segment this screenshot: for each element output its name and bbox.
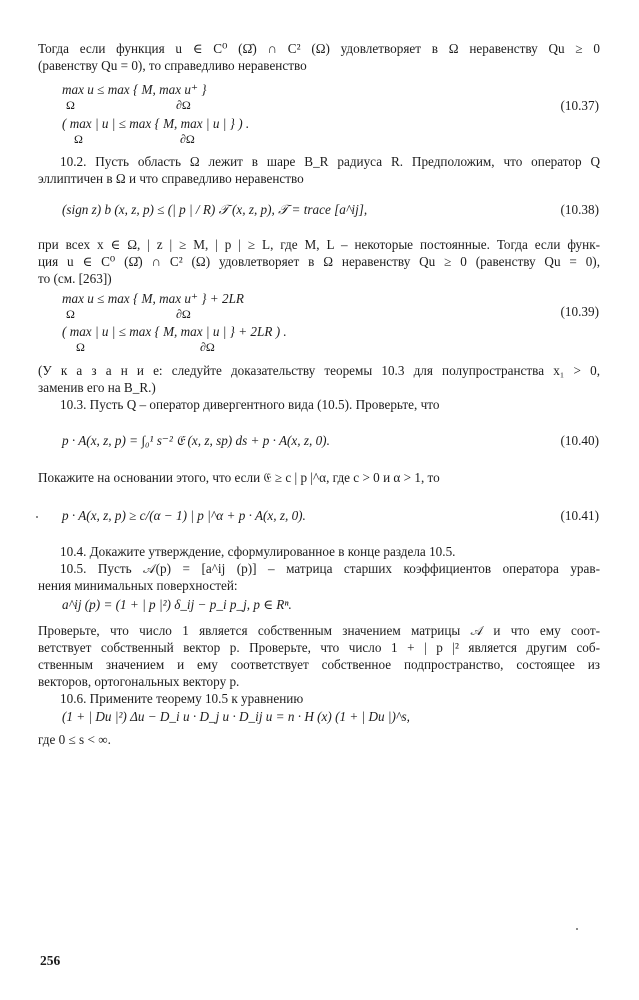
- equation-10-40: p · A(x, z, p) = ∫₀¹ s⁻² 𝔈 (x, z, sp) ds + p · A(x, z, 0).: [62, 433, 330, 448]
- equation-subscript: ∂Ω: [176, 98, 191, 112]
- text-line: то (см. [263]): [38, 271, 112, 286]
- text-line: Тогда если функция u ∈ C⁰ (Ω̄) ∩ C² (Ω) удовлетворяет в Ω неравенству Qu ≥ 0: [38, 41, 600, 56]
- equation-pde: (1 + | Du |²) Δu − D_i u · D_j u · D_ij u = n · H (x) (1 + | Du |)^s,: [62, 709, 410, 724]
- equation-number: (10.41): [560, 508, 599, 523]
- equation-10-39-line-2: ( max | u | ≤ max { M, max | u | } + 2LR ) .: [62, 324, 287, 339]
- equation-number: (10.40): [560, 433, 599, 448]
- equation-subscript: Ω: [76, 340, 85, 354]
- text-line: нения минимальных поверхностей:: [38, 578, 238, 593]
- equation-subscript: Ω: [74, 132, 83, 146]
- text-line: где 0 ≤ s < ∞.: [38, 732, 111, 747]
- text-line: ция u ∈ C⁰ (Ω̄) ∩ C² (Ω) удовлетворяет в Ω неравенству Qu ≥ 0 (равенству Qu = 0),: [38, 254, 600, 269]
- page-number: 256: [40, 953, 61, 968]
- text-line: 10.3. Пусть Q – оператор дивергентного вида (10.5). Проверьте, что: [60, 397, 440, 412]
- text-line: 10.2. Пусть область Ω лежит в шаре B_R радиуса R. Предположим, что оператор Q: [60, 154, 600, 169]
- text-line: (равенству Qu = 0), то справедливо неравенство: [38, 58, 307, 73]
- text-line: при всех x ∈ Ω, | z | ≥ M, | p | ≥ L, где M, L – некоторые постоянные. Тогда если функ-: [38, 237, 600, 252]
- equation-10-37-line-1: max u ≤ max { M, max u⁺ }: [62, 82, 207, 97]
- equation-subscript: ∂Ω: [176, 307, 191, 321]
- text-line: заменив его на B_R.): [38, 380, 156, 395]
- text-line: Покажите на основании этого, что если 𝔈 ≥ c | p |^α, где c > 0 и α > 1, то: [38, 470, 440, 485]
- equation-number: (10.39): [560, 304, 599, 319]
- equation-number: (10.38): [560, 202, 599, 217]
- equation-subscript: ∂Ω: [180, 132, 195, 146]
- equation-10-39-line-1: max u ≤ max { M, max u⁺ } + 2LR: [62, 291, 244, 306]
- text-line: векторов, ортогональных вектору p.: [38, 674, 240, 689]
- equation-10-41: p · A(x, z, p) ≥ c/(α − 1) | p |^α + p · A(x, z, 0).: [62, 508, 306, 523]
- text-line: ветствует собственный вектор p. Проверьте, что число 1 + | p |² является другим соб-: [38, 640, 600, 655]
- equation-subscript: Ω: [66, 307, 75, 321]
- margin-speck: [36, 516, 38, 518]
- text-line: 10.5. Пусть 𝒜(p) = [a^ij (p)] – матрица старших коэффициентов оператора урав-: [60, 561, 600, 576]
- equation-number: (10.37): [560, 98, 599, 113]
- equation-10-38: (sign z) b (x, z, p) ≤ (| p | / R) 𝒯 (x, z, p), 𝒯 = trace [a^ij],: [62, 202, 368, 217]
- text-line: эллиптичен в Ω и что справедливо неравенство: [38, 171, 304, 186]
- equation-subscript: ∂Ω: [200, 340, 215, 354]
- margin-speck: [576, 928, 578, 930]
- text-line: Проверьте, что число 1 является собственным значением матрицы 𝒜 и что ему соот-: [38, 623, 600, 638]
- text-line: 10.4. Докажите утверждение, сформулированное в конце раздела 10.5.: [60, 544, 456, 559]
- equation-subscript: Ω: [66, 98, 75, 112]
- text-line: (У к а з а н и е: следуйте доказательству теоремы 10.3 для полупространства x₁ > 0,: [38, 363, 600, 378]
- text-line: ственным значением и ему соответствует собственное подпространство, состоящее из: [38, 657, 600, 672]
- equation-aij: a^ij (p) = (1 + | p |²) δ_ij − p_i p_j, p ∈ Rⁿ.: [62, 597, 292, 612]
- text-line: 10.6. Примените теорему 10.5 к уравнению: [60, 691, 304, 706]
- equation-10-37-line-2: ( max | u | ≤ max { M, max | u | } ) .: [62, 116, 250, 131]
